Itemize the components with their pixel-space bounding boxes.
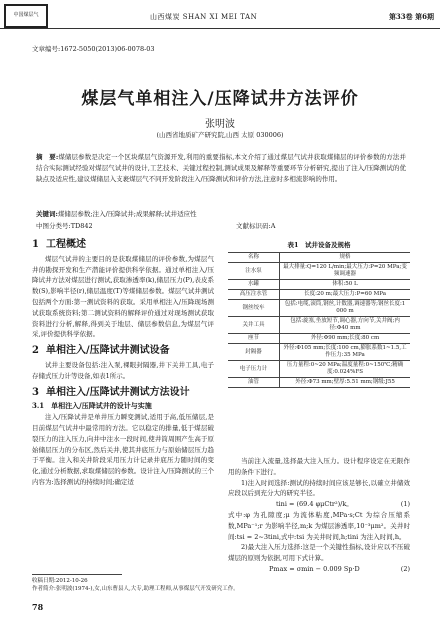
table-row [228,344,410,361]
abstract-text: 煤储层参数是决定一个区块煤层气资源开发,利用的重要指标,本文介绍了通过煤层气试井获取煤储层的评价参数的方法并结合实际测试经验对煤层气试井的设计,工艺技术、关键过程控制,测试成果及解释等重要环节分析研究,提出了注入/压降测试的优缺点及适应性,建议煤储层入支裹煤层气不同开发阶段注入/压降测试和评价方法,注意时多相流影响的作用。 [36,153,406,183]
table-cell: 钢丝绞车 [228,300,280,317]
abstract [36,152,406,185]
table-cell: 外径:Φ90 mm;长度:80 cm [280,334,410,344]
table-row [228,300,410,317]
table-cell: 水罐 [228,280,280,290]
paper-title: 煤层气单相注入/压降试井方法评价 [81,89,359,109]
table-cell: 外径:Φ105 mm;长度:100 cm,膨胀系数1~1.5,工作压力:35 MPa [280,344,410,361]
table-cell: 油管 [228,378,280,388]
equipment-table [228,252,410,388]
article-number: 文章编号:1672-5050(2013)06-0078-03 [32,45,155,53]
table-cell: 压力量程:0~20 MPa;温度量程:0~150℃;精确度:0.024%FS [280,361,410,378]
injection-time-paragraph: 1)注入时间选择:测试的持续时间应该足够长,以確立井储效应段以后到充分大的研究半径。 [228,478,410,498]
table-cell: 体积:50 L [280,280,410,290]
table-header-cell: 规格 [280,253,410,263]
affiliation: (山西省地质矿产研究院,山西 太原 030006) [156,131,284,139]
table-header-row [228,253,410,263]
left-column [32,240,214,488]
formula-1: tini = (69.4 φμCtr²)/k。 [275,500,353,509]
abstract-label: 摘 要: [36,153,59,161]
running-title: 山西煤炭 SHAN XI MEI TAN [150,13,258,21]
section-3-1-heading: 3.1 单相注入/压降试井的设计与实施 [32,401,152,411]
table-cell: 封隔器 [228,344,280,361]
table-cell: 外径:Φ73 mm;壁厚:5.51 mm;钢级:J55 [280,378,410,388]
equation-number-2: (2) [400,564,410,573]
table-cell: 包括:旋塞,坐放短节,调心器,方向节,关井阀;内径:Φ40 mm [280,317,410,334]
table-cell: 最大排量:Q=120 L/min;最大压力:P=20 MPa;变频调速器 [280,263,410,280]
keywords-text: 煤储层参数;注入/压降试井;成果解释;试井适应性 [57,210,197,218]
formula-2: Pmax = σmin − 0.009 Sp·D [269,564,360,573]
keywords-label: 关键词: [36,210,58,218]
table-cell: 包括:电缆,滚筒,钢丝,计数器,调速器等;钢丝长度:1 000 m [280,300,410,317]
table-1 [228,240,410,388]
equation-1 [228,499,410,510]
received-date: 收稿日期:2012-10-26 [32,578,88,584]
table-row [228,361,410,378]
max-pressure-paragraph: 2)最大注入压力选择:这是一个关键性指标,设计应以不压破煤层的原则为依据,可用下式计算。 [228,543,410,563]
table-header-cell: 名称 [228,253,280,263]
table-row [228,280,410,290]
doc-code: 文献标识码:A [236,222,276,230]
table-row [228,263,410,280]
footnote-rule [32,574,122,575]
design-paragraph: 当前注入流量,选择最大注入压力。设计程序设定在无限作用的条件下进行。 [228,457,410,476]
issue-label: 第33卷 第6期 [388,12,434,21]
journal-logo: 中国煤层气 [4,4,48,28]
section-1-heading: 1 工程概述 [32,239,86,250]
table-cell: 注水泵 [228,263,280,280]
equation-number-1: (1) [400,500,410,509]
table-cell: 关井工具 [228,317,280,334]
section-3-paragraph: 注入/压降试井是单井压力瞬变测试,适用于高,低压储层,是目前煤层气试井中最常用的方法。它以稳定的排量,低于煤层破裂压力的注入压力,向井中注水一段时间,使井筒周围产生高于原始储层压力的分布区,然后关井,使其井底压力与原始储层压力趋于平衡。注入和关井阶段采用压力计记录井底压力随时间的变化,通过分析数据,求取煤储层的参数。设计注入/压降测试的三个内容为:选择测试的持续时间;确定适 [32,413,214,486]
section-2-heading: 2 单相注入/压降试井测试设备 [32,345,170,357]
table-cell: 高压注水管 [228,290,280,300]
table-row [228,317,410,334]
table-cell: 长度:20 m;最大压力:P=60 MPa [280,290,410,300]
formula-1-explanation: 式中:φ 为孔隙度;μ 为流体粘度,MPa·s;Ct 为综合压缩系数,MPa⁻¹;r 为影响半径,m;k 为煤层渗透率,10⁻³μm²。关井时间:tsi = 2~3tini,式中:tsi 为关井时间,h;tini 为注入时间,h。 [228,510,410,541]
page-number: 78 [32,602,44,612]
table-cell: 电子压力计 [228,361,280,378]
equation-2 [228,564,410,575]
header-rule [0,28,440,29]
section-1-paragraph: 煤层气试井的主要目的是获取煤储层的评价参数,为煤层气井的勘探开发和生产潜能评价提供科学依据。通过单相注入/压降试井方法对煤层进行测试,获取渗透率(k),储层压力(P),表皮系数(S),影响半径(r),储层温度(T)等煤储层参数。煤层气试井测试包括两个方面:第一测试资料的获取。采用单相注入/压降现场测试获取系统资料;第二测试资料的解释评价通过对现场测试获取资料进行分析,解释,得到关于地层、储层参数信息,为煤层气评采,评价提供科学依据。 [32,254,214,339]
table-row [228,290,410,300]
author: 张明波 [205,119,235,130]
section-3-heading: 3 单相注入/压降试井测试方法设计 [32,386,190,398]
clc-number: 中图分类号:TD842 [36,222,93,230]
table-row [228,378,410,388]
table-row [228,334,410,344]
table-caption: 表1 试井设备及规格 [287,241,351,249]
author-bio: 作者简介:张明波(1974-),女,山东曹县人,大专,助理工程师,从事煤层气开发研究工作。 [32,586,239,592]
section-2-paragraph: 试井主要设备包括:注入泵,裸眼封隔器,井下关井工具,电子存储式压力计等设备,如表1所示。 [32,360,214,380]
table-cell: 座节 [228,334,280,344]
right-column-text [228,456,410,575]
keywords [36,209,406,218]
